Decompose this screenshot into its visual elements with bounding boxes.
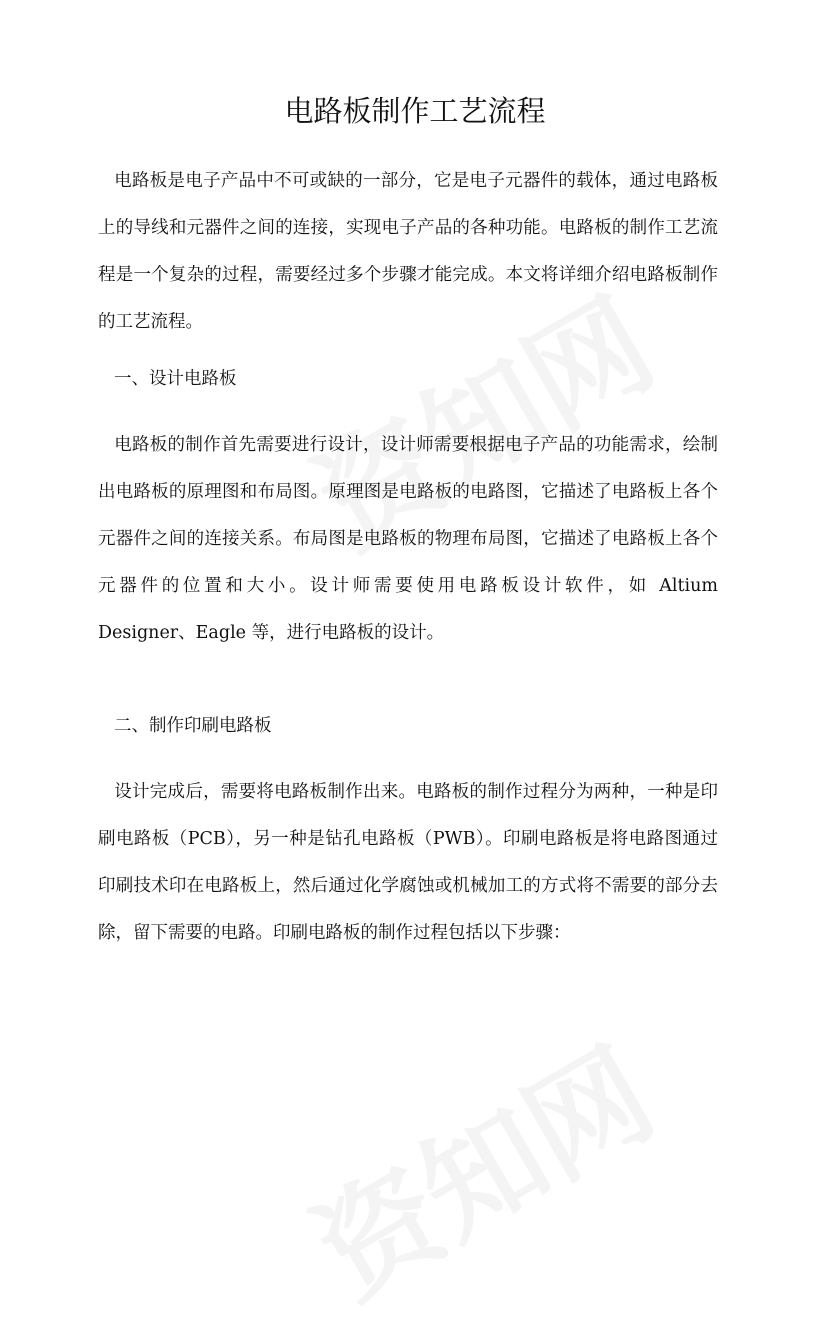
intro-text: 电路板是电子产品中不可或缺的一部分，它是电子元器件的载体，通过电路板上的导线和元器件之间的连接，实现电子产品的各种功能。电路板的制作工艺流程是一个复杂的过程，需要经过多个步骤才能完成。本文将详细介绍电路板制作的工艺流程。 (98, 171, 718, 332)
section-heading-pcb-text: 二、制作印刷电路板 (114, 716, 272, 736)
design-paragraph (98, 422, 718, 657)
section-heading-design (98, 356, 718, 403)
section-heading-pcb (98, 703, 718, 750)
watermark (281, 1002, 679, 1330)
document-title: 电路板制作工艺流程 (284, 94, 546, 128)
pcb-paragraph (98, 769, 718, 957)
design-text: 电路板的制作首先需要进行设计，设计师需要根据电子产品的功能需求，绘制出电路板的原理图和布局图。原理图是电路板的电路图，它描述了电路板上各个元器件之间的连接关系。布局图是电路板的物理布局图，它描述了电路板上各个元器件的位置和大小。设计师需要使用电路板设计软件，如 Altium Designer、Eagle 等，进行电路板的设计。 (98, 435, 718, 643)
intro-paragraph (98, 158, 718, 346)
pcb-text: 设计完成后，需要将电路板制作出来。电路板的制作过程分为两种，一种是印刷电路板（PCB），另一种是钻孔电路板（PWB）。印刷电路板是将电路图通过印刷技术印在电路板上，然后通过化学腐蚀或机械加工的方式将不需要的部分去除，留下需要的电路。印刷电路板的制作过程包括以下步骤： (98, 782, 718, 943)
section-heading-design-text: 一、设计电路板 (114, 369, 237, 389)
